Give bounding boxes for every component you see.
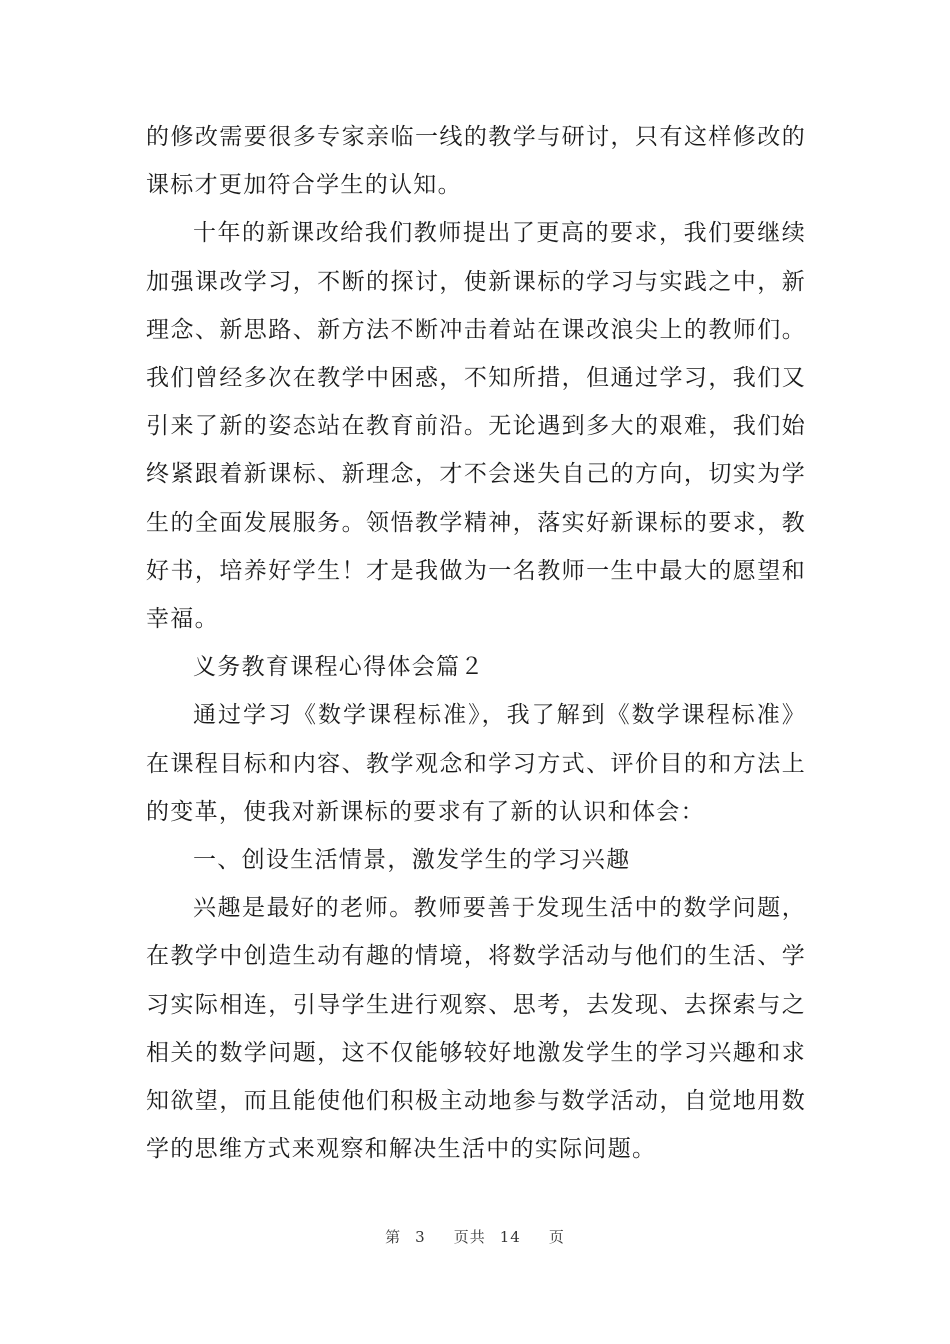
footer-current-page: 3 <box>415 1228 426 1246</box>
footer-middle: 页共 <box>453 1228 486 1246</box>
paragraph-3: 通过学习《数学课程标准》，我了解到《数学课程标准》在课程目标和内容、教学观念和学习方式、评价目的和方法上的变革，使我对新课标的要求有了新的认识和体会： <box>146 702 806 825</box>
page-body <box>146 113 806 1173</box>
page-footer <box>0 1226 950 1247</box>
paragraph-4: 兴趣是最好的老师。教师要善于发现生活中的数学问题，在教学中创造生动有趣的情境，将数学活动与他们的生活、学习实际相连，引导学生进行观察、思考，去发现、去探索与之相关的数学问题，这不仅能够较好地激发学生的学习兴趣和求知欲望，而且能使他们积极主动地参与数学活动，自觉地用数学的思维方式来观察和解决生活中的实际问题。 <box>146 895 806 1163</box>
paragraph-2: 十年的新课改给我们教师提出了更高的要求，我们要继续加强课改学习，不断的探讨，使新课标的学习与实践之中，新理念、新思路、新方法不断冲击着站在课改浪尖上的教师们。我们曾经多次在教学中困惑，不知所措，但通过学习，我们又引来了新的姿态站在教育前沿。无论遇到多大的艰难，我们始终紧跟着新课标、新理念，才不会迷失自己的方向，切实为学生的全面发展服务。领悟教学精神，落实好新课标的要求，教好书，培养好学生！才是我做为一名教师一生中最大的愿望和幸福。 <box>146 220 806 633</box>
footer-prefix: 第 <box>385 1228 402 1246</box>
section-heading: 义务教育课程心得体会篇２ <box>193 654 485 681</box>
footer-suffix: 页 <box>548 1228 565 1246</box>
paragraph-1: 的修改需要很多专家亲临一线的教学与研讨，只有这样修改的课标才更加符合学生的认知。 <box>146 124 806 199</box>
footer-total-pages: 14 <box>499 1228 521 1246</box>
subsection-heading: 一、创设生活情景，激发学生的学习兴趣 <box>193 847 631 874</box>
